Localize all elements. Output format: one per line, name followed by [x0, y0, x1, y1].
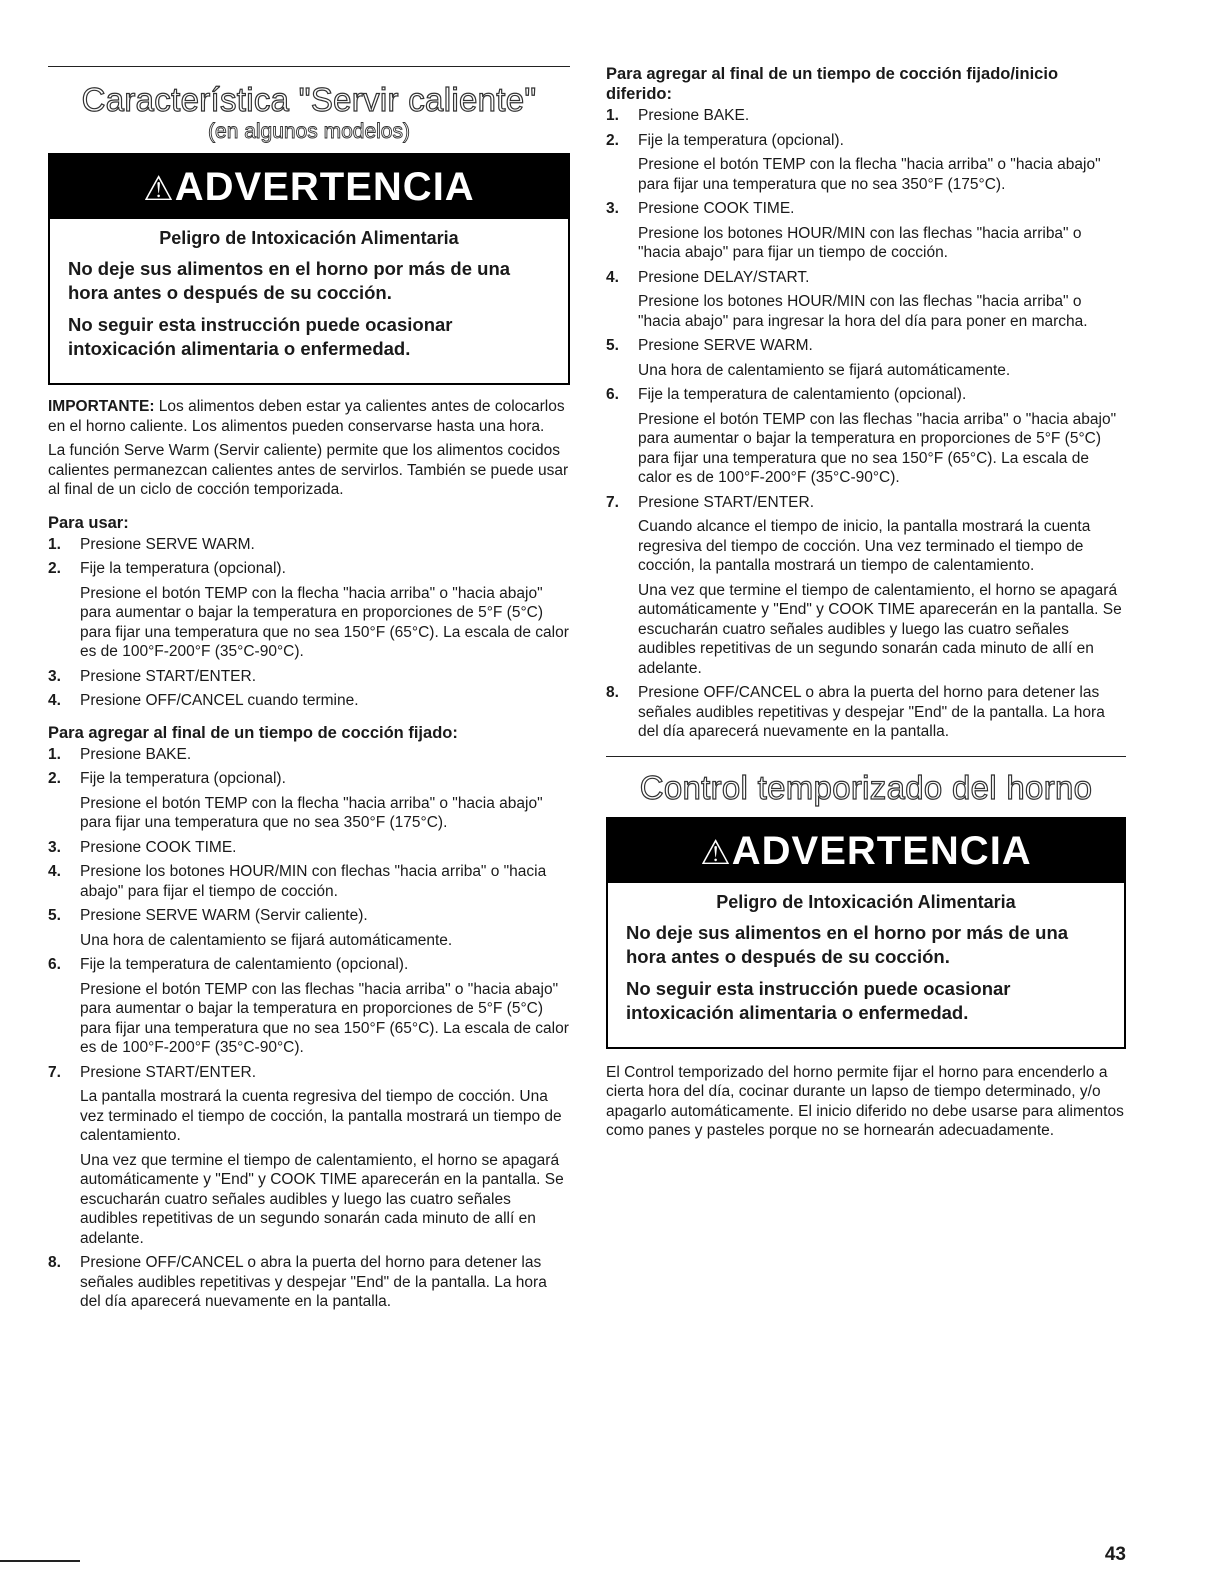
step-item: [48, 769, 570, 789]
step-number: 4.: [48, 692, 61, 709]
step-number: 2.: [48, 770, 61, 787]
warning-line: No seguir esta instrucción puede ocasionar intoxicación alimentaria o enfermedad.: [68, 314, 453, 359]
step-text: Fije la temperatura de calentamiento (opcional).: [80, 956, 409, 973]
warning-header: ⚠ADVERTENCIA: [608, 819, 1124, 883]
step-text: Presione DELAY/START.: [638, 268, 810, 286]
step-number: 8.: [606, 684, 619, 701]
footer-rule: [0, 1560, 80, 1562]
warning-line: No deje sus alimentos en el horno por más de una hora antes o después de su cocción.: [68, 258, 511, 303]
step-number: 1.: [606, 107, 619, 124]
right-column: [606, 0, 1126, 1141]
step-text: Presione SERVE WARM.: [638, 337, 813, 354]
step-item: [48, 955, 570, 975]
step-text: Fije la temperatura de calentamiento (opcional).: [638, 386, 967, 403]
step-detail: Cuando alcance el tiempo de inicio, la pantalla mostrará la cuenta regresiva del tiempo de cocción. Una vez terminado el tiempo de cocción, la pantalla mostrará un tiempo de calentamiento.: [638, 518, 1091, 574]
step-detail: Una hora de calentamiento se fijará automáticamente.: [80, 931, 453, 949]
intro-paragraph: El Control temporizado del horno permite fijar el horno para encenderlo a cierta hora del día, cocinar durante un lapso de tiempo determinado, y/o apagarlo automáticamente. El inicio diferido no debe usarse para alimentos como panes y pasteles porque no se hornearán adecuadamente.: [606, 1063, 1124, 1139]
section-subtitle: (en algunos modelos): [208, 120, 410, 143]
step-text: Fije la temperatura (opcional).: [638, 131, 844, 149]
step-item: [48, 1253, 570, 1312]
step-text: Presione BAKE.: [80, 745, 192, 763]
step-text: Presione START/ENTER.: [80, 1063, 257, 1081]
step-number: 1.: [48, 745, 61, 763]
step-number: 4.: [48, 863, 61, 880]
section-title-timed-control: Control temporizado del horno: [639, 768, 1093, 806]
step-item: [606, 683, 1126, 742]
page-number: 43: [1104, 1544, 1126, 1565]
warning-triangle-icon: ⚠: [700, 833, 732, 872]
warning-header: ⚠ADVERTENCIA: [50, 155, 568, 219]
warning-line: No seguir esta instrucción puede ocasionar intoxicación alimentaria o enfermedad.: [626, 977, 1011, 1023]
step-item: [48, 745, 570, 765]
heading-end-cook: Para agregar al final de un tiempo de cocción fijado:: [48, 723, 458, 742]
step-item: [48, 559, 570, 579]
step-detail: Una hora de calentamiento se fijará automáticamente.: [638, 361, 1011, 379]
heading-delay-start: Para agregar al final de un tiempo de cocción fijado/inicio diferido:: [606, 65, 1059, 103]
step-item: [48, 667, 570, 687]
step-text: Presione OFF/CANCEL cuando termine.: [80, 692, 359, 709]
step-item: [606, 131, 1126, 151]
step-detail: Presione el botón TEMP con las flechas "hacia arriba" o "hacia abajo" para aumentar o bajar la temperatura en proporciones de 5°F (5°C) para fijar una temperatura que no sea 150°F (65°C). La escala de calor es de 100°F-200°F (35°C-90°C).: [638, 410, 1117, 486]
step-item: [48, 691, 570, 711]
step-number: 3.: [606, 200, 619, 217]
step-item: [48, 862, 570, 901]
warning-box: [48, 153, 570, 385]
step-detail: Presione los botones HOUR/MIN con las flechas "hacia arriba" o "hacia abajo" para fijar un tiempo de cocción.: [638, 224, 1082, 261]
step-text: Presione START/ENTER.: [80, 667, 257, 685]
step-number: 4.: [606, 268, 619, 286]
step-item: [606, 493, 1126, 513]
step-number: 2.: [606, 131, 619, 149]
step-text: Fije la temperatura (opcional).: [80, 560, 286, 577]
heading-para-usar: Para usar:: [48, 513, 129, 532]
step-text: Fije la temperatura (opcional).: [80, 770, 286, 787]
step-text: Presione COOK TIME.: [638, 200, 795, 217]
step-text: Presione OFF/CANCEL o abra la puerta del horno para detener las señales audibles repetitivas y despejar "End" de la pantalla. La hora del día aparecerá nuevamente en la pantalla.: [80, 1254, 547, 1310]
step-number: 7.: [48, 1063, 61, 1081]
step-text: Presione SERVE WARM (Servir caliente).: [80, 907, 368, 924]
step-detail: Presione el botón TEMP con la flecha "hacia arriba" o "hacia abajo" para fijar una temperatura que no sea 350°F (175°C).: [638, 156, 1101, 193]
step-detail: Una vez que termine el tiempo de calentamiento, el horno se apagará automáticamente y "End" y COOK TIME aparecerán en la pantalla. Se escucharán cuatro señales audibles y luego las cuatro señales audibles repetitivas de un segundo sonarán cada minuto de allí en adelante.: [80, 1151, 564, 1247]
section-rule: [48, 66, 570, 67]
step-text: Presione SERVE WARM.: [80, 535, 255, 553]
step-item: [48, 838, 570, 858]
step-text: Presione COOK TIME.: [80, 838, 237, 856]
intro-paragraph: La función Serve Warm (Servir caliente) permite que los alimentos cocidos calientes permanezcan calientes antes de servirlos. También se puede usar al final de un ciclo de cocción temporizada.: [48, 442, 569, 498]
warning-triangle-icon: ⚠: [143, 170, 175, 208]
step-detail: Presione el botón TEMP con la flecha "hacia arriba" o "hacia abajo" para fijar una temperatura que no sea 350°F (175°C).: [80, 794, 543, 831]
step-item: [606, 199, 1126, 219]
step-number: 1.: [48, 535, 61, 553]
step-number: 3.: [48, 838, 61, 856]
warning-title: Peligro de Intoxicación Alimentaria: [159, 228, 459, 248]
step-number: 6.: [606, 386, 619, 403]
step-item: [606, 106, 1126, 126]
step-number: 3.: [48, 667, 61, 685]
warning-line: No deje sus alimentos en el horno por más de una hora antes o después de su cocción.: [626, 921, 1069, 967]
step-number: 2.: [48, 560, 61, 577]
step-list: [48, 535, 570, 711]
step-number: 5.: [606, 337, 619, 354]
step-detail: Presione los botones HOUR/MIN con las flechas "hacia arriba" o "hacia abajo" para ingresar la hora del día para poner en marcha.: [638, 293, 1088, 330]
step-text: Presione START/ENTER.: [638, 493, 815, 511]
step-item: [48, 535, 570, 555]
warning-title: Peligro de Intoxicación Alimentaria: [716, 891, 1016, 912]
section-rule: [606, 756, 1126, 757]
section-title-serve-warm: Característica "Servir caliente": [81, 81, 537, 118]
step-detail: Una vez que termine el tiempo de calentamiento, el horno se apagará automáticamente y "End" y COOK TIME aparecerán en la pantalla. Se escucharán cuatro señales audibles y luego las cuatro señales audibles repetitivas de un segundo sonarán cada minuto de allí en adelante.: [638, 581, 1122, 677]
step-list: [48, 745, 570, 1312]
step-detail: La pantalla mostrará la cuenta regresiva del tiempo de cocción. Una vez terminado el tiempo de cocción, la pantalla mostrará un tiempo de calentamiento.: [80, 1088, 562, 1144]
step-text: Presione los botones HOUR/MIN con flechas "hacia arriba" o "hacia abajo" para fijar el tiempo de cocción.: [80, 863, 547, 900]
step-detail: Presione el botón TEMP con la flecha "hacia arriba" o "hacia abajo" para aumentar o bajar la temperatura en proporciones de 5°F (5°C) para fijar una temperatura que no sea 150°F (65°C). La escala de calor es de 100°F-200°F (35°C-90°C).: [80, 584, 569, 660]
step-item: [606, 268, 1126, 288]
step-text: Presione BAKE.: [638, 107, 750, 124]
step-item: [606, 336, 1126, 356]
step-number: 6.: [48, 956, 61, 973]
step-detail: Presione el botón TEMP con las flechas "hacia arriba" o "hacia abajo" para aumentar o bajar la temperatura en proporciones de 5°F (5°C) para fijar una temperatura que no sea 150°F (65°C). La escala de calor es de 100°F-200°F (35°C-90°C).: [80, 980, 569, 1056]
step-number: 8.: [48, 1254, 61, 1271]
step-text: Presione OFF/CANCEL o abra la puerta del horno para detener las señales audibles repetitivas y despejar "End" de la pantalla. La hora del día aparecerá nuevamente en la pantalla.: [638, 684, 1105, 740]
warning-box: [606, 817, 1126, 1049]
step-number: 7.: [606, 493, 619, 511]
important-note: IMPORTANTE: Los alimentos deben estar ya calientes antes de colocarlos en el horno caliente. Los alimentos pueden conservarse hasta una hora.: [48, 398, 565, 435]
step-list: [606, 106, 1126, 742]
left-column: [48, 0, 570, 1312]
step-item: [48, 906, 570, 926]
step-item: [48, 1063, 570, 1083]
step-number: 5.: [48, 907, 61, 924]
step-item: [606, 385, 1126, 405]
